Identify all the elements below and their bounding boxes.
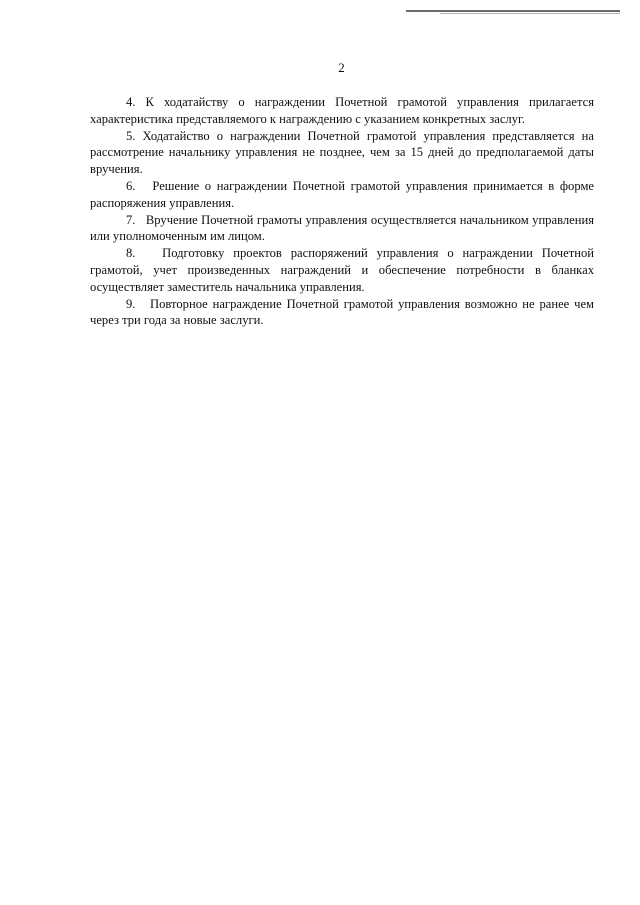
paragraph-item-9: 9. Повторное награждение Почетной грамотой управления возможно не ранее чем через три года за новые заслуги. bbox=[90, 296, 594, 328]
paragraph-item-8: 8. Подготовку проектов распоряжений управления о награждении Почетной грамотой, учет произведенных награждений и обеспечение потребности в бланках осуществляет заместитель начальника управления. bbox=[90, 246, 594, 294]
paragraph-item-6: 6. Решение о награждении Почетной грамотой управления принимается в форме распоряжения управления. bbox=[90, 178, 594, 210]
page-number: 2 bbox=[338, 60, 345, 75]
paragraph-item-7: 7. Вручение Почетной грамоты управления осуществляется начальником управления или уполномоченным им лицом. bbox=[90, 212, 594, 244]
paragraph-item-5: 5. Ходатайство о награждении Почетной грамотой управления представляется на рассмотрение начальнику управления не позднее, чем за 15 дней до предполагаемой даты вручения. bbox=[90, 128, 594, 177]
scan-artifact-line bbox=[406, 10, 620, 12]
scan-artifact-line bbox=[440, 13, 620, 14]
paragraph-item-4: 4. К ходатайству о награждении Почетной грамотой управления прилагается характеристика представляемого к награждению с указанием конкретных заслуг. bbox=[90, 95, 594, 126]
document-body bbox=[90, 94, 594, 329]
